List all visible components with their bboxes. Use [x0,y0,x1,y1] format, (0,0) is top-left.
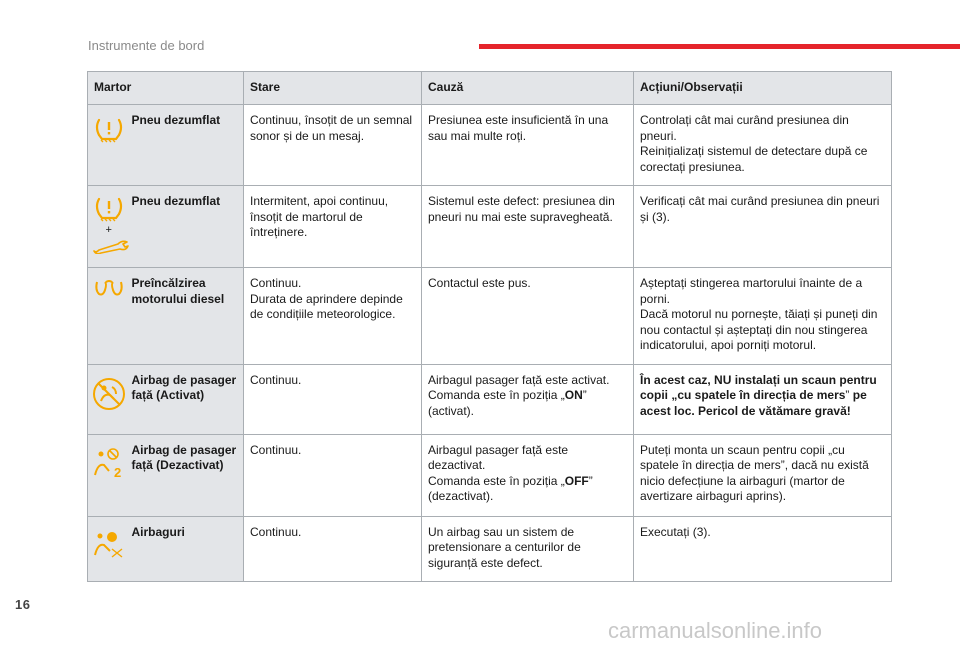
warning-name: Pneu dezumflat [130,105,244,186]
stare-cell: Continuu, însoțit de un semnal sonor și de un mesaj. [244,105,422,186]
cauza-line: Comanda este în poziția „ [428,388,565,402]
table-row [88,268,892,365]
actiuni-cell: Verificați cât mai curând presiunea din pneuri și (3). [634,186,892,268]
icon-cell [88,364,130,434]
actiuni-line: Dacă motorul nu pornește, tăiați și puneți din nou contactul și așteptați din nou stingerea indicatorului, apoi porniți motorul. [640,307,878,352]
icon-cell [88,105,130,186]
page-number: 16 [15,597,31,612]
actiuni-cell: Executați (3). [634,516,892,582]
icon-cell [88,268,130,365]
actiuni-cell: Puteți monta un scaun pentru copii „cu spatele în direcția de mers”, dacă nu există nicio defecțiune la airbaguri (martor de avertizare airbaguri aprins). [634,434,892,516]
wrench-icon [92,238,130,254]
actiuni-cell [634,268,892,365]
header-actiuni: Acțiuni/Observații [634,72,892,105]
warning-name: Airbag de pasager față (Dezactivat) [130,434,244,516]
header-cauza: Cauză [422,72,634,105]
tyre-pressure-icon [94,117,124,143]
actiuni-cell [634,364,892,434]
header-martor: Martor [88,72,244,105]
cauza-line: ” (activat). [428,388,587,418]
table-row [88,434,892,516]
switch-position-on: ON [564,388,583,402]
warning-text: În acest caz, NU instalați un scaun pentru copii „cu spatele în direcția de mers [640,372,877,402]
table-row [88,105,892,186]
warning-lights-table [87,71,892,582]
cauza-line: ” (dezactivat). [428,473,593,503]
icon-cell [88,434,130,516]
actiuni-cell [634,105,892,186]
cauza-cell: Contactul este pus. [422,268,634,365]
svg-text:2: 2 [114,464,122,479]
cauza-line: Comanda este în poziția „ [428,473,565,488]
cauza-cell: Sistemul este defect: presiunea din pneuri nu mai este supravegheată. [422,186,634,268]
cauza-line: Airbagul pasager față este activat. [428,372,610,387]
stare-cell [244,268,422,365]
header-stare: Stare [244,72,422,105]
table-row [88,364,892,434]
actiuni-line: Reinițializați sistemul de detectare după ce corectați presiunea. [640,144,868,174]
warning-name: Airbaguri [130,516,244,582]
table-row [88,186,892,268]
warning-text: pe acest loc. Pericol de vătămare gravă! [640,388,867,418]
stare-cell: Continuu. [244,516,422,582]
table-row [88,516,892,582]
page-header-title: Instrumente de bord [88,38,205,53]
watermark: carmanualsonline.info [608,618,823,643]
warning-name: Airbag de pasager față (Activat) [130,364,244,434]
airbag-off-icon [92,447,126,479]
cauza-cell: Presiunea este insuficientă în una sau mai multe roți. [422,105,634,186]
cauza-cell [422,434,634,516]
icon-cell [88,516,130,582]
icon-cell [88,186,130,268]
stare-cell: Continuu. [244,364,422,434]
airbag-fault-icon [92,529,126,559]
cauza-line: Airbagul pasager față este dezactivat. [428,442,569,472]
warning-name: Preîncălzirea motorului diesel [130,268,244,365]
cauza-cell [422,364,634,434]
cauza-cell: Un airbag sau un sistem de pretensionare a centurilor de siguranță este defect. [422,516,634,582]
stare-line: Durata de aprindere depinde de condițiile meteorologice. [250,291,403,321]
airbag-on-icon [92,377,126,411]
header-accent-bar [479,44,960,49]
glow-plug-icon [93,280,125,298]
switch-position-off: OFF [564,473,589,488]
warning-name: Pneu dezumflat [130,186,244,268]
plus-sign: + [105,224,112,236]
table-header-row [88,72,892,105]
warning-text: ” [845,388,853,402]
actiuni-line: Așteptați stingerea martorului înainte de a porni. [640,276,863,306]
stare-cell: Continuu. [244,434,422,516]
stare-line: Continuu. [250,276,302,290]
stare-cell: Intermitent, apoi continuu, însoțit de martorul de întreținere. [244,186,422,268]
tyre-pressure-icon [94,196,124,222]
actiuni-line: Controlați cât mai curând presiunea din pneuri. [640,113,849,143]
